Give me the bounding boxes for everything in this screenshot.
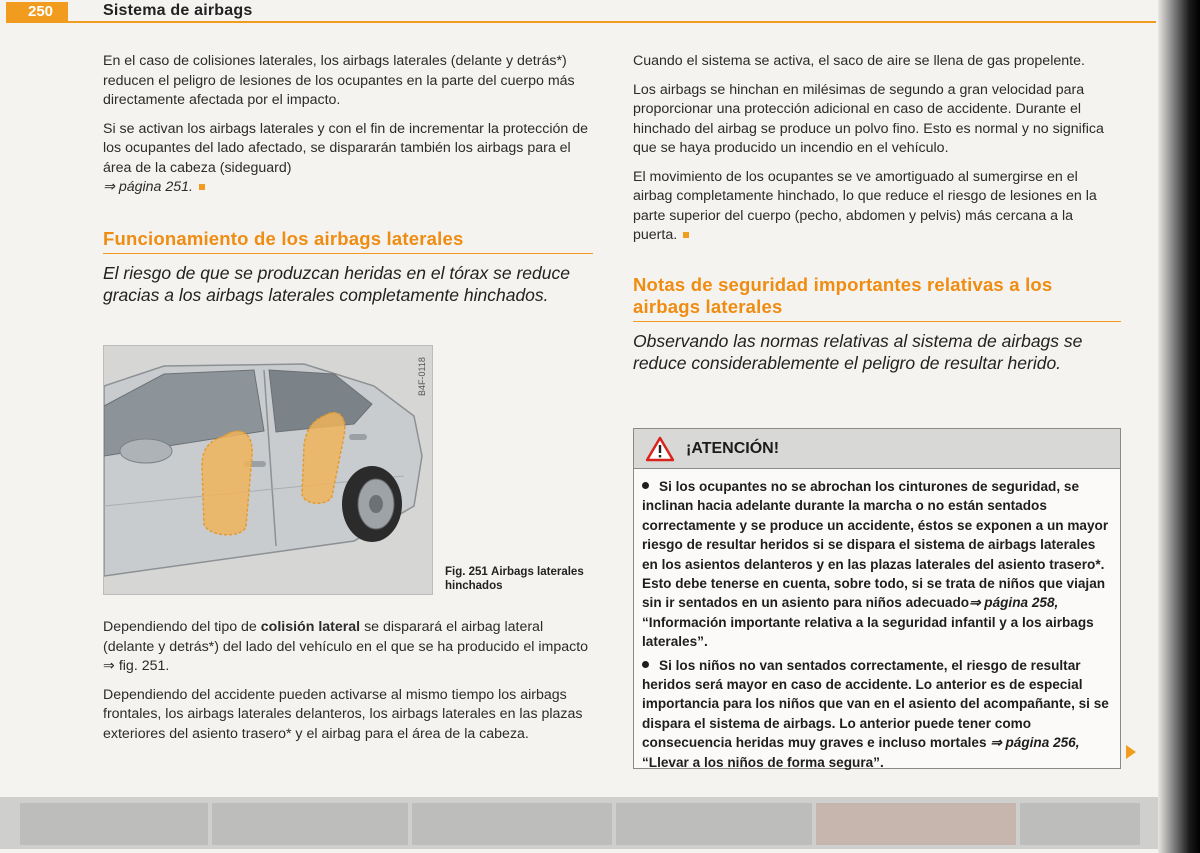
paragraph: Dependiendo del accidente pueden activarse al mismo tiempo los airbags frontales, los airbags laterales delanteros, los airbags laterales en las plazas exteriores del asiento trasero* y el airbag para el área de la cabeza. [103, 686, 583, 742]
warning-text: “Llevar a los niños de forma segura”. [642, 754, 884, 770]
car-airbag-illustration [103, 345, 433, 595]
paragraph [103, 120, 593, 198]
footer-tab [412, 803, 612, 845]
page-reference-link[interactable]: ⇒ página 256, [990, 735, 1080, 751]
warning-header [634, 429, 1120, 469]
page-reference-link[interactable]: ⇒ página 251. [103, 179, 193, 195]
bullet-icon [642, 482, 649, 489]
footer-tab-active [816, 803, 1016, 845]
left-column-lower [103, 618, 593, 753]
footer-tab [616, 803, 812, 845]
bullet-icon [642, 661, 649, 668]
section-heading: Funcionamiento de los airbags laterales [103, 228, 593, 254]
car-illustration-graphic [104, 346, 433, 595]
paragraph [633, 168, 1121, 246]
continue-arrow-icon [1126, 745, 1136, 759]
left-column [103, 52, 593, 317]
chapter-title: Sistema de airbags [103, 2, 253, 19]
warning-title: ¡ATENCIÓN! [686, 439, 780, 457]
section-heading: Notas de seguridad importantes relativas a los airbags laterales [633, 274, 1121, 322]
paragraph: En el caso de colisiones laterales, los airbags laterales (delante y detrás*) reducen el peligro de lesiones de los ocupantes en la parte del cuerpo más directamente afectada por el impacto. [103, 53, 575, 108]
footer-tab [1020, 803, 1140, 845]
header-rule [6, 21, 1156, 23]
paragraph-text: Si se activan los airbags laterales y con el fin de incrementar la protección de los ocupantes del lado afectado, se dispararán también los airbags para el área de la cabeza (sideguard) [103, 120, 588, 176]
page-header [0, 0, 1160, 22]
warning-item [642, 477, 1112, 652]
warning-text: “Información importante relativa a la seguridad infantil y a los airbags laterales”. [642, 614, 1094, 650]
figure-caption [445, 565, 590, 593]
figure-code: B4F-0118 [417, 357, 427, 396]
figure-label: Fig. 251 [445, 566, 488, 578]
bold-term: colisión lateral [260, 619, 361, 635]
paragraph-text: se disparará el airbag lateral (delante y detrás*) del lado del vehículo en el que se ha producido el impacto ⇒ fig. 251. [103, 619, 589, 674]
page-number: 250 [6, 2, 68, 22]
warning-text: Si los niños no van sentados correctamente, el riesgo de resultar heridos será mayor en caso de accidente. Lo anterior es de especial importancia para los niños que van en el asiento del acompañante, si se dispara el sistema de airbags. Lo anterior puede tener como consecuencia heridas muy graves e incluso mortales [642, 657, 1109, 751]
warning-triangle-icon [646, 436, 674, 462]
figure-caption-text: Airbags laterales hinchados [445, 566, 584, 592]
warning-body [634, 469, 1120, 772]
footer-tab [20, 803, 208, 845]
footer-band [0, 797, 1160, 849]
page-reference-link[interactable]: ⇒ página 258, [969, 595, 1059, 611]
end-marker [683, 232, 689, 238]
warning-box [633, 428, 1121, 769]
lead-text: El riesgo de que se produzcan heridas en el tórax se reduce gracias a los airbags laterales completamente hinchados. [103, 262, 570, 305]
lead-text: Observando las normas relativas al sistema de airbags se reduce considerablemente el peligro de resultar herido. [633, 330, 1083, 373]
warning-text: Si los ocupantes no se abrochan los cinturones de seguridad, se inclinan hacia adelante durante la marcha o no están sentados correctamente y se produce un accidente, éstos se exponen a un mayor riesgo de resultar heridos si se dispara el sistema de airbags laterales en los asientos delanteros y en las plazas laterales del asiento trasero*. Esto debe tenerse en cuenta, sobre todo, si se trata de niños que viajan sin ir sentados en un asiento para niños adecuado [642, 479, 1109, 611]
end-marker [199, 184, 205, 190]
paragraph: Cuando el sistema se activa, el saco de aire se llena de gas propelente. [633, 53, 1085, 69]
paragraph: Los airbags se hinchan en milésimas de segundo a gran velocidad para proporcionar una protección adicional en caso de accidente. Durante el hinchado del airbag se produce un polvo fino. Esto es normal y no significa que se haya producido un incendio en el vehículo. [633, 81, 1104, 156]
page-binding-edge [1158, 0, 1200, 853]
right-column [633, 52, 1121, 385]
paragraph-text: El movimiento de los ocupantes se ve amortiguado al sumergirse en el airbag completamente hinchado, lo que reduce el riesgo de lesiones en la parte superior del cuerpo (pecho, abdomen y pelvis) más cercana a la puerta. [633, 168, 1097, 243]
warning-item [642, 656, 1112, 772]
paragraph-text: Dependiendo del tipo de [103, 619, 261, 635]
paragraph [103, 618, 593, 677]
footer-tab [212, 803, 408, 845]
